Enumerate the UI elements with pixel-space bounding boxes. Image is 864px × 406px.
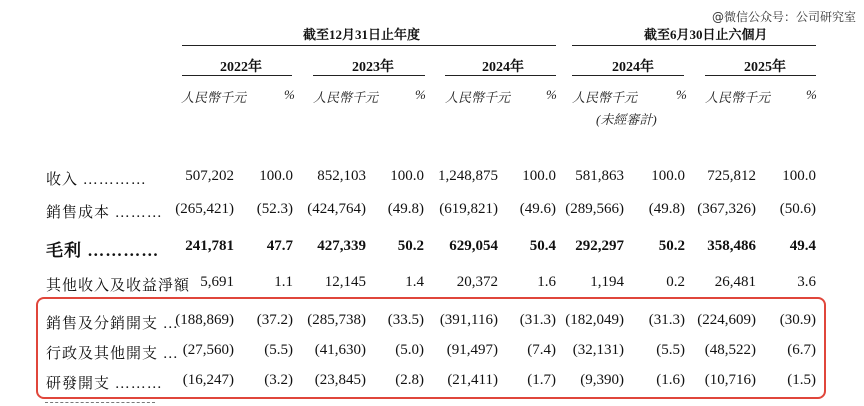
cell-rmb-2025h1: 358,486 <box>707 238 756 254</box>
cell-rmb-2023: (41,630) <box>314 342 366 358</box>
cell-pct-2025h1: (6.7) <box>787 342 816 358</box>
cell-rmb-2024: (619,821) <box>439 201 498 217</box>
cell-pct-2025h1: (30.9) <box>779 312 816 328</box>
cell-pct-2024: (7.4) <box>527 342 556 358</box>
cell-rmb-2024: (21,411) <box>447 372 498 388</box>
year-header-2025-half: 2025年 <box>744 60 786 75</box>
cell-pct-2022: 47.7 <box>266 238 293 254</box>
cell-pct-2024h1: (5.5) <box>656 342 685 358</box>
cell-rmb-2023: 852,103 <box>317 168 366 184</box>
cell-rmb-2025h1: (48,522) <box>704 342 756 358</box>
divider <box>45 402 155 403</box>
cell-rmb-2024h1: (289,566) <box>565 201 624 217</box>
cell-pct-2024h1: 0.2 <box>666 274 685 290</box>
year-rule-2024-half <box>572 75 684 76</box>
cell-pct-2023: 50.2 <box>397 238 424 254</box>
cell-rmb-2025h1: (224,609) <box>697 312 756 328</box>
cell-pct-2024: 1.6 <box>537 274 556 290</box>
cell-pct-2022: 100.0 <box>259 168 293 184</box>
cell-rmb-2022: 507,202 <box>185 168 234 184</box>
row-label: 銷售成本 ……… <box>46 205 163 221</box>
cell-rmb-2024h1: 292,297 <box>575 238 624 254</box>
unit-rmb: 人民幣千元 <box>181 90 247 105</box>
cell-rmb-2022: (16,247) <box>182 372 234 388</box>
row-label: 銷售及分銷開支 … <box>46 316 179 332</box>
cell-pct-2022: 1.1 <box>274 274 293 290</box>
year-rule-2025-half <box>705 75 816 76</box>
unit-rmb: 人民幣千元 <box>313 90 379 105</box>
unit-pct: % <box>676 87 687 102</box>
cell-rmb-2022: 5,691 <box>200 274 234 290</box>
annual-header-rule <box>182 45 556 46</box>
cell-rmb-2024: 1,248,875 <box>438 168 498 184</box>
cell-rmb-2024h1: 1,194 <box>590 274 624 290</box>
unaudited-note: (未經審計) <box>596 112 657 127</box>
cell-pct-2024h1: (31.3) <box>648 312 685 328</box>
half-year-header-rule <box>572 45 816 46</box>
cell-rmb-2022: 241,781 <box>185 238 234 254</box>
cell-pct-2025h1: 100.0 <box>782 168 816 184</box>
cell-rmb-2024: (91,497) <box>446 342 498 358</box>
row-label: 其他收入及收益淨額 <box>46 278 191 294</box>
cell-rmb-2024h1: 581,863 <box>575 168 624 184</box>
year-rule-2024 <box>445 75 556 76</box>
cell-rmb-2022: (27,560) <box>182 342 234 358</box>
unit-pct: % <box>284 87 295 102</box>
cell-pct-2022: (3.2) <box>264 372 293 388</box>
unit-rmb: 人民幣千元 <box>445 90 511 105</box>
year-header-2024: 2024年 <box>482 60 524 75</box>
cell-rmb-2024h1: (182,049) <box>565 312 624 328</box>
cell-rmb-2024h1: (9,390) <box>580 372 624 388</box>
cell-pct-2024h1: (49.8) <box>648 201 685 217</box>
watermark-text: @微信公众号：公司研究室 <box>711 10 856 24</box>
unit-rmb: 人民幣千元 <box>572 90 638 105</box>
unit-pct: % <box>806 87 817 102</box>
unit-pct: % <box>415 87 426 102</box>
cell-rmb-2025h1: (367,326) <box>697 201 756 217</box>
cell-pct-2024h1: (1.6) <box>656 372 685 388</box>
annual-period-header: 截至12月31日止年度 <box>303 27 421 42</box>
cell-pct-2023: 100.0 <box>390 168 424 184</box>
cell-pct-2024h1: 100.0 <box>651 168 685 184</box>
year-rule-2023 <box>313 75 425 76</box>
cell-rmb-2025h1: 26,481 <box>714 274 756 290</box>
cell-rmb-2024: 629,054 <box>449 238 498 254</box>
cell-rmb-2024: (391,116) <box>439 312 498 328</box>
cell-pct-2023: (2.8) <box>395 372 424 388</box>
half-year-period-header: 截至6月30日止六個月 <box>644 27 768 42</box>
cell-rmb-2023: (23,845) <box>314 372 366 388</box>
cell-pct-2025h1: 3.6 <box>797 274 816 290</box>
cell-rmb-2023: (285,738) <box>307 312 366 328</box>
cell-pct-2023: (5.0) <box>395 342 424 358</box>
cell-pct-2023: (49.8) <box>387 201 424 217</box>
row-label: 收入 ………… <box>46 172 147 188</box>
cell-rmb-2023: 427,339 <box>317 238 366 254</box>
cell-rmb-2022: (265,421) <box>175 201 234 217</box>
cell-pct-2022: (5.5) <box>264 342 293 358</box>
cell-rmb-2023: (424,764) <box>307 201 366 217</box>
year-header-2023: 2023年 <box>352 60 394 75</box>
row-label: 行政及其他開支 … <box>46 346 179 362</box>
cell-rmb-2023: 12,145 <box>324 274 366 290</box>
cell-pct-2023: (33.5) <box>387 312 424 328</box>
unit-rmb: 人民幣千元 <box>705 90 771 105</box>
cell-pct-2024: (49.6) <box>519 201 556 217</box>
cell-pct-2025h1: 49.4 <box>789 238 816 254</box>
cell-pct-2024: (31.3) <box>519 312 556 328</box>
year-rule-2022 <box>182 75 292 76</box>
cell-rmb-2025h1: 725,812 <box>707 168 756 184</box>
cell-rmb-2025h1: (10,716) <box>704 372 756 388</box>
cell-rmb-2024: 20,372 <box>456 274 498 290</box>
cell-pct-2024: 50.4 <box>529 238 556 254</box>
unit-pct: % <box>546 87 557 102</box>
cell-pct-2025h1: (50.6) <box>779 201 816 217</box>
year-header-2022: 2022年 <box>220 60 262 75</box>
cell-rmb-2022: (188,869) <box>175 312 234 328</box>
cell-pct-2024: 100.0 <box>522 168 556 184</box>
cell-rmb-2024h1: (32,131) <box>572 342 624 358</box>
row-label: 毛利 ………… <box>46 241 160 260</box>
cell-pct-2024h1: 50.2 <box>658 238 685 254</box>
cell-pct-2023: 1.4 <box>405 274 424 290</box>
cell-pct-2024: (1.7) <box>527 372 556 388</box>
cell-pct-2022: (37.2) <box>256 312 293 328</box>
cell-pct-2025h1: (1.5) <box>787 372 816 388</box>
cell-pct-2022: (52.3) <box>256 201 293 217</box>
year-header-2024-half: 2024年 <box>612 60 654 75</box>
row-label: 研發開支 ……… <box>46 376 163 392</box>
